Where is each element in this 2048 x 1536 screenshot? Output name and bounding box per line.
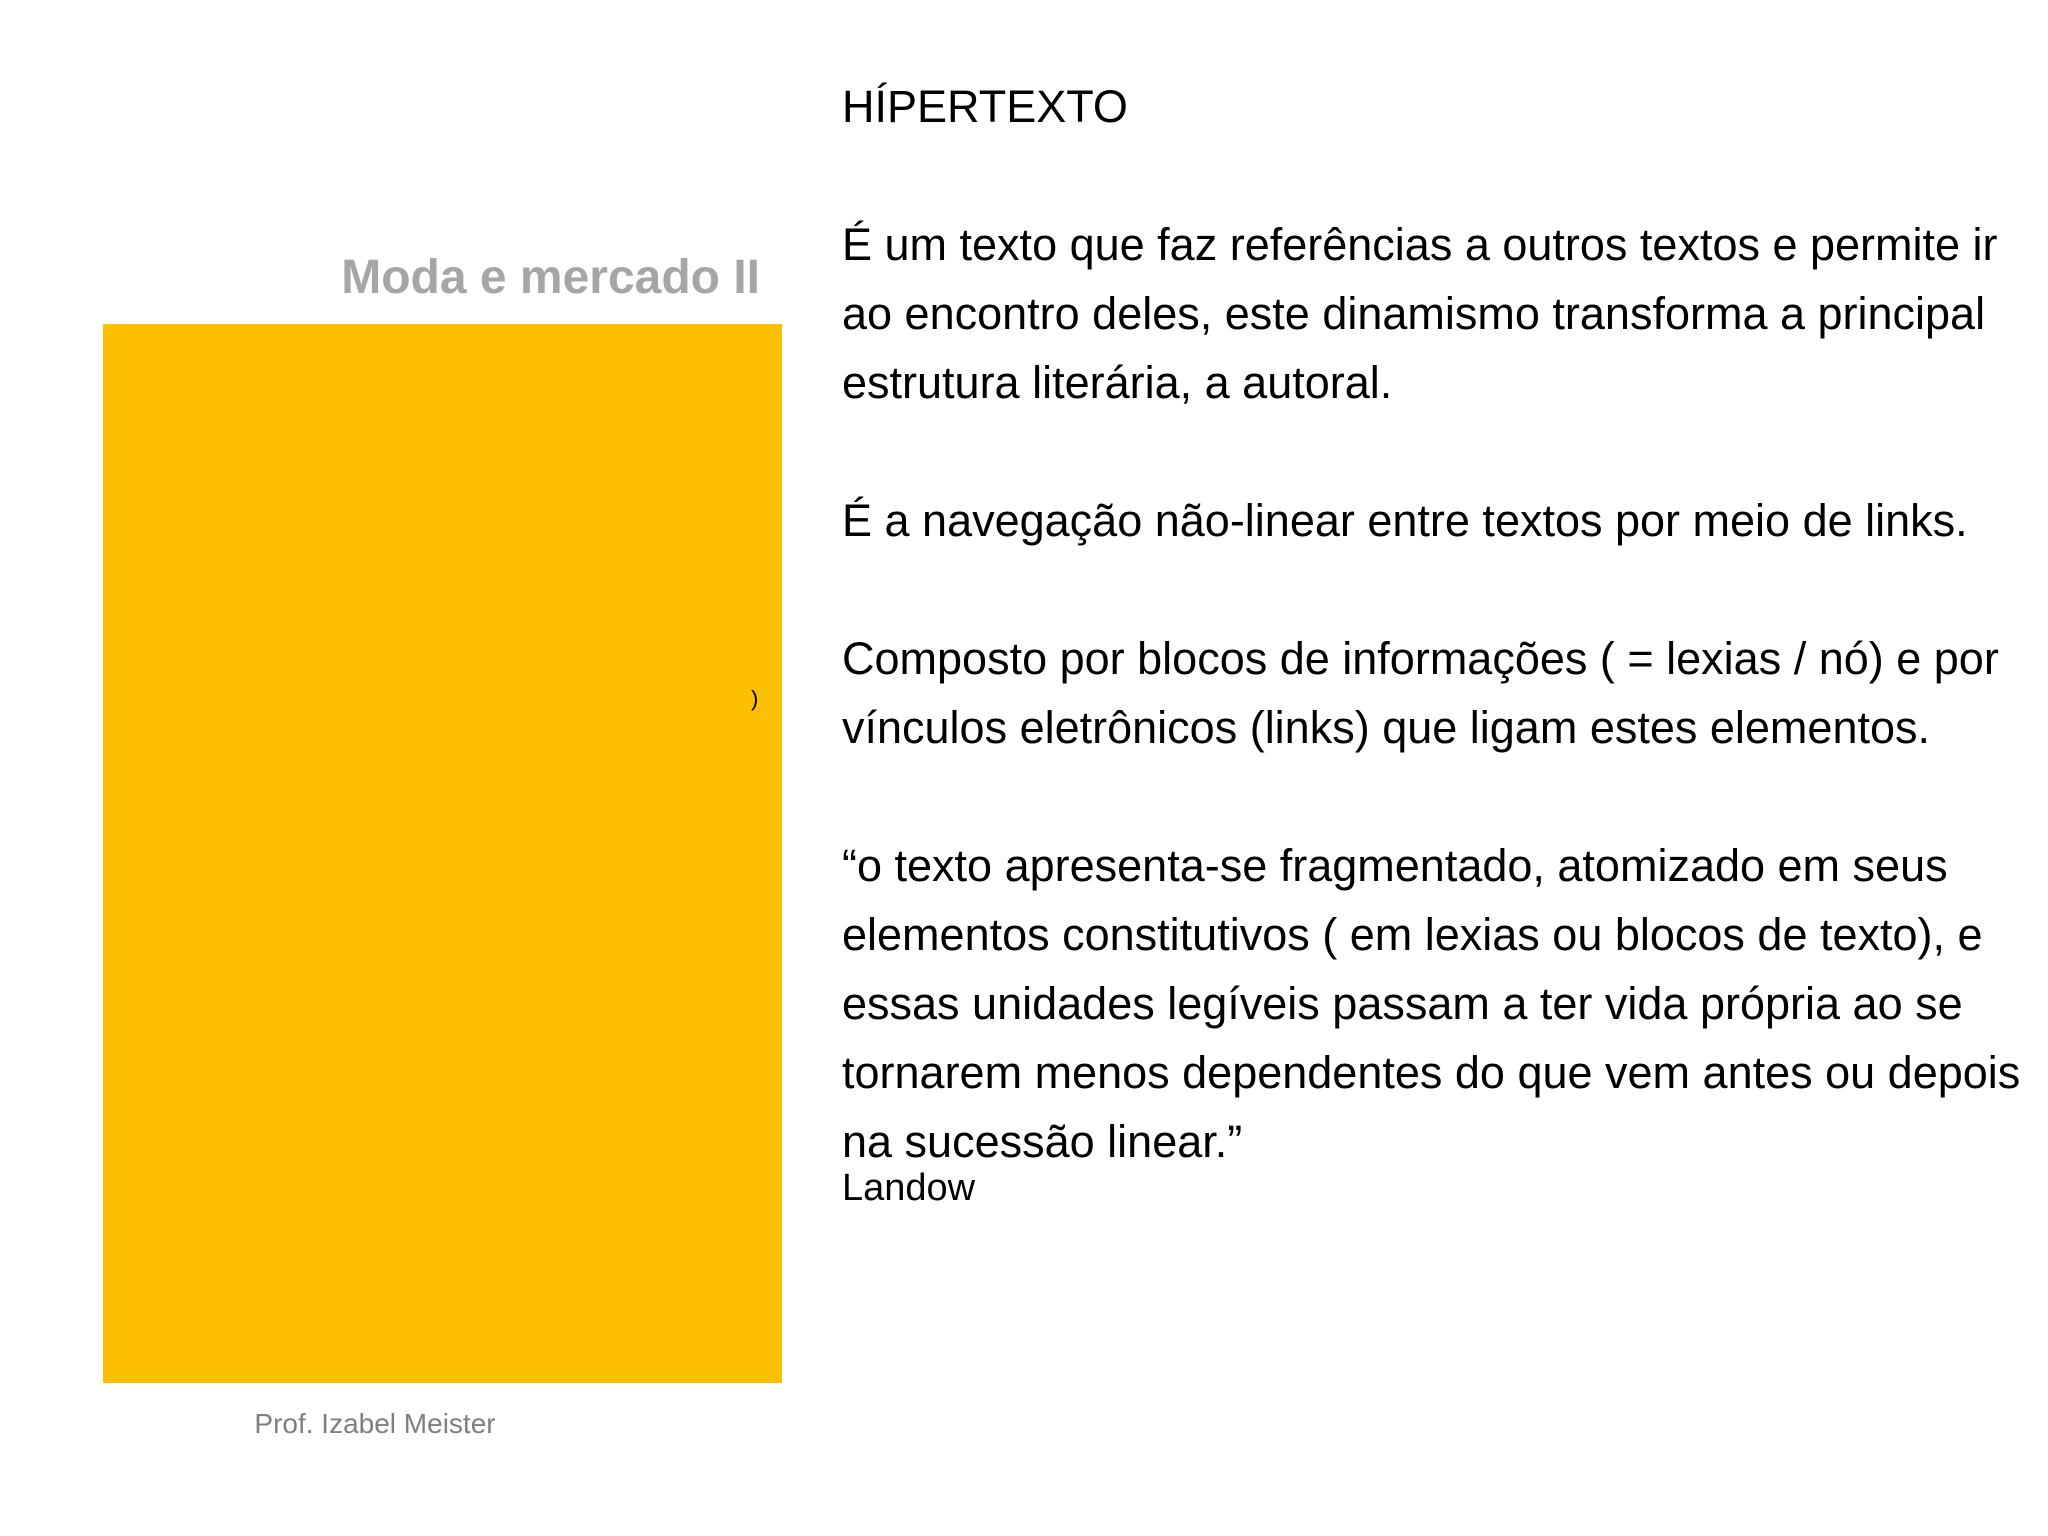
subject-title: Moda e mercado II xyxy=(341,251,760,304)
paragraph-navigation: É a navegação não-linear entre textos por meio de links. xyxy=(842,495,1968,546)
panel-mark: ) xyxy=(751,686,759,711)
slide-heading: HÍPERTEXTO xyxy=(842,81,1128,132)
slide-content xyxy=(842,72,2032,1210)
quote-attribution: Landow xyxy=(842,1167,976,1209)
paragraph-composition: Composto por blocos de informações ( = lexias / nó) e por vínculos eletrônicos (links) que ligam estes elementos. xyxy=(842,633,1999,753)
author-footer: Prof. Izabel Meister xyxy=(254,1408,496,1439)
quote-text: “o texto apresenta-se fragmentado, atomizado em seus elementos constitutivos ( em lexias ou blocos de texto), e essas unidades legíveis passam a ter vida própria ao se tornarem menos dependentes do que vem antes ou depois na sucessão linear.” xyxy=(842,840,2021,1167)
paragraph-definition: É um texto que faz referências a outros textos e permite ir ao encontro deles, este dinamismo transforma a principal estrutura literária, a autoral. xyxy=(842,219,1998,408)
yellow-image-panel xyxy=(103,324,782,1383)
